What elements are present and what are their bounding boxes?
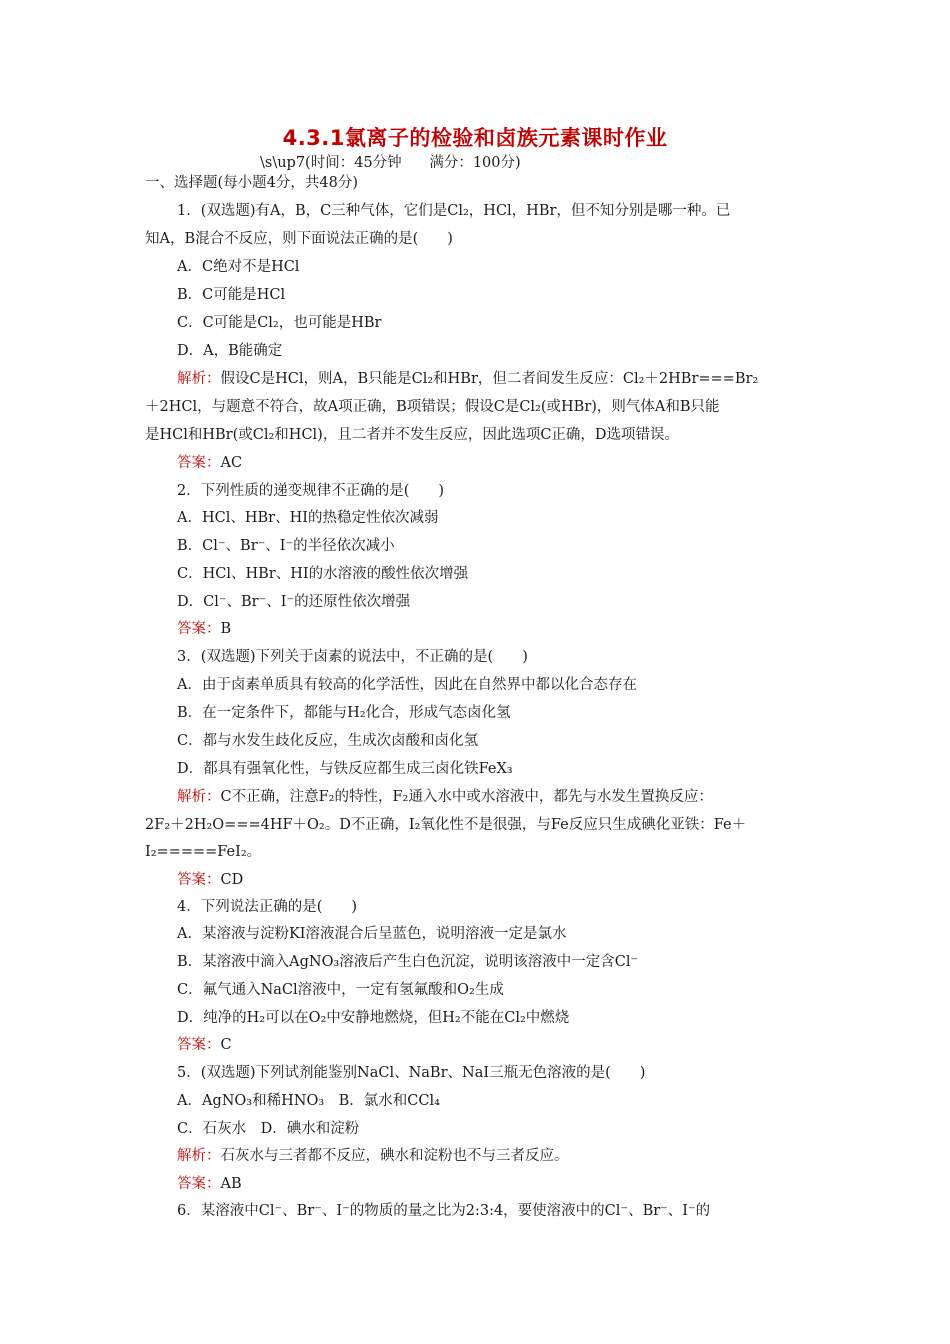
q5-stem: 5．(双选题)下列试剂能鉴别NaCl、NaBr、NaI三瓶无色溶液的是( ) <box>177 1065 646 1081</box>
answer-label: 答案： <box>177 621 221 637</box>
q2-option-d: D．Cl⁻、Br⁻、I⁻的还原性依次增强 <box>177 594 411 610</box>
q5-options-cd: C．石灰水 D．碘水和淀粉 <box>177 1121 360 1137</box>
q3-analysis-line3: I₂=====FeI₂。 <box>145 844 262 860</box>
q4-option-b: B．某溶液中滴入AgNO₃溶液后产生白色沉淀，说明该溶液中一定含Cl⁻ <box>177 954 639 970</box>
q2-answer <box>177 619 231 639</box>
answer-label: 答案： <box>177 455 221 471</box>
q2-stem: 2．下列性质的递变规律不正确的是( ) <box>177 483 445 499</box>
answer-value: AB <box>220 1176 242 1192</box>
analysis-label: 解析： <box>177 371 221 387</box>
q1-analysis-line2: ＋2HCl，与题意不符合，故A项正确，B项错误；假设C是Cl₂(或HBr)，则气体A和B只能 <box>145 399 720 415</box>
answer-value: C <box>220 1037 232 1053</box>
q3-option-d: D．都具有强氧化性，与铁反应都生成三卤化铁FeX₃ <box>177 761 513 777</box>
doc-title: 4.3.1氯离子的检验和卤族元素课时作业 <box>282 126 668 150</box>
answer-value: B <box>220 621 232 637</box>
doc-subtitle: \s\up7(时间：45分钟 满分：100分) <box>260 155 521 171</box>
q3-option-b: B．在一定条件下，都能与H₂化合，形成气态卤化氢 <box>177 705 511 721</box>
answer-value: CD <box>220 872 244 888</box>
q4-stem: 4．下列说法正确的是( ) <box>177 899 358 915</box>
analysis-text: C不正确，注意F₂的特性，F₂通入水中或水溶液中，都先与水发生置换反应： <box>220 789 713 805</box>
answer-label: 答案： <box>177 1037 221 1053</box>
q3-stem: 3．(双选题)下列关于卤素的说法中，不正确的是( ) <box>177 649 528 665</box>
q2-option-b: B．Cl⁻、Br⁻、I⁻的半径依次减小 <box>177 538 395 554</box>
q5-analysis <box>177 1146 569 1166</box>
q3-analysis-line2: 2F₂＋2H₂O===4HF＋O₂。D不正确，I₂氧化性不是很强，与Fe反应只生成碘化亚铁：Fe＋ <box>145 817 747 833</box>
answer-value: AC <box>220 455 243 471</box>
answer-label: 答案： <box>177 1176 221 1192</box>
q3-option-c: C．都与水发生歧化反应，生成次卤酸和卤化氢 <box>177 733 479 749</box>
q1-analysis-line1 <box>177 369 758 389</box>
q3-answer <box>177 870 243 890</box>
q5-answer <box>177 1174 242 1194</box>
q4-option-d: D．纯净的H₂可以在O₂中安静地燃烧，但H₂不能在Cl₂中燃烧 <box>177 1010 570 1026</box>
q4-option-c: C．氟气通入NaCl溶液中，一定有氢氟酸和O₂生成 <box>177 982 504 998</box>
q1-analysis-line3: 是HCl和HBr(或Cl₂和HCl)，且二者并不发生反应，因此选项C正确，D选项错误。 <box>145 427 680 443</box>
q3-option-a: A．由于卤素单质具有较高的化学活性，因此在自然界中都以化合态存在 <box>177 677 637 693</box>
q1-option-d: D．A，B能确定 <box>177 343 283 359</box>
q2-option-c: C．HCl、HBr、HI的水溶液的酸性依次增强 <box>177 566 469 582</box>
analysis-label: 解析： <box>177 1148 221 1164</box>
q2-option-a: A．HCl、HBr、HI的热稳定性依次减弱 <box>177 510 439 526</box>
q1-option-a: A．C绝对不是HCl <box>177 259 300 275</box>
q4-option-a: A．某溶液与淀粉KI溶液混合后呈蓝色，说明溶液一定是氯水 <box>177 926 567 942</box>
q1-stem-line1: 1．(双选题)有A，B，C三种气体，它们是Cl₂，HCl，HBr，但不知分别是哪一种。已 <box>177 203 731 219</box>
q3-analysis-line1 <box>177 787 713 807</box>
q1-answer <box>177 453 242 473</box>
q1-option-c: C．C可能是Cl₂，也可能是HBr <box>177 315 382 331</box>
answer-label: 答案： <box>177 872 221 888</box>
section-heading: 一、选择题(每小题4分，共48分) <box>145 175 358 191</box>
q1-stem-line2: 知A，B混合不反应，则下面说法正确的是( ) <box>145 231 453 247</box>
analysis-text: 假设C是HCl，则A，B只能是Cl₂和HBr，但二者间发生反应：Cl₂＋2HBr===Br₂ <box>220 371 759 387</box>
q6-stem: 6．某溶液中Cl⁻、Br⁻、I⁻的物质的量之比为2:3:4，要使溶液中的Cl⁻、Br⁻、I⁻的 <box>177 1203 711 1219</box>
analysis-text: 石灰水与三者都不反应，碘水和淀粉也不与三者反应。 <box>220 1148 569 1164</box>
analysis-label: 解析： <box>177 789 221 805</box>
q4-answer <box>177 1035 232 1055</box>
q5-options-ab: A．AgNO₃和稀HNO₃ B．氯水和CCl₄ <box>177 1093 440 1109</box>
q1-option-b: B．C可能是HCl <box>177 287 286 303</box>
